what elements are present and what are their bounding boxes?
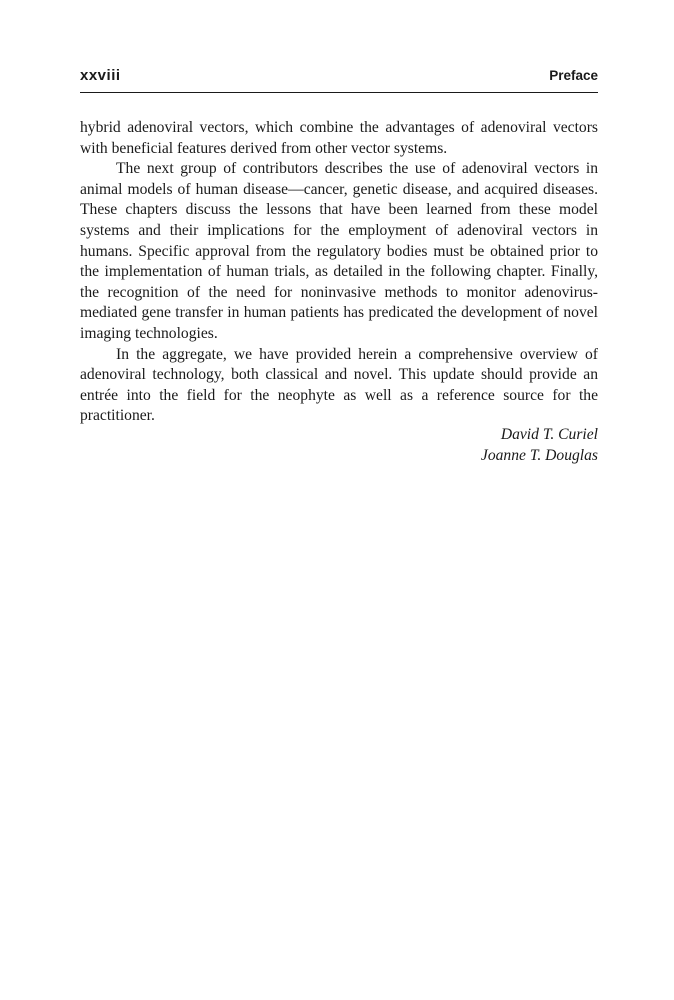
paragraph-contributors: The next group of contributors describes the use of adenoviral vectors in animal models of human disease—cancer, genetic disease, and acquired diseases. These chapters discuss the lessons that have been learned from these model systems and their implications for the employment of adenoviral vectors in humans. Specific approval from the regulatory bodies must be obtained prior to the implementation of human trials, as detailed in the following chapter. Finally, the recognition of the need for noninvasive methods to monitor adenovirus-mediated gene transfer in human patients has predicated the development of novel imaging technologies. xyxy=(80,160,598,342)
header-rule xyxy=(80,92,598,93)
preface-body xyxy=(80,118,598,427)
page-number: xxviii xyxy=(80,67,121,84)
paragraph-continued: hybrid adenoviral vectors, which combine the advantages of adenoviral vectors with beneficial features derived from other vector systems. xyxy=(80,119,598,157)
running-head: Preface xyxy=(549,68,598,83)
signature-block xyxy=(481,425,598,466)
author-signature-2: Joanne T. Douglas xyxy=(480,446,598,464)
page-header xyxy=(80,66,598,88)
author-signature-1: David T. Curiel xyxy=(500,426,598,443)
paragraph-aggregate: In the aggregate, we have provided herein a comprehensive overview of adenoviral technology, both classical and novel. This update should provide an entrée into the field for the neophyte as well as a reference source for the practitioner. xyxy=(80,345,598,425)
